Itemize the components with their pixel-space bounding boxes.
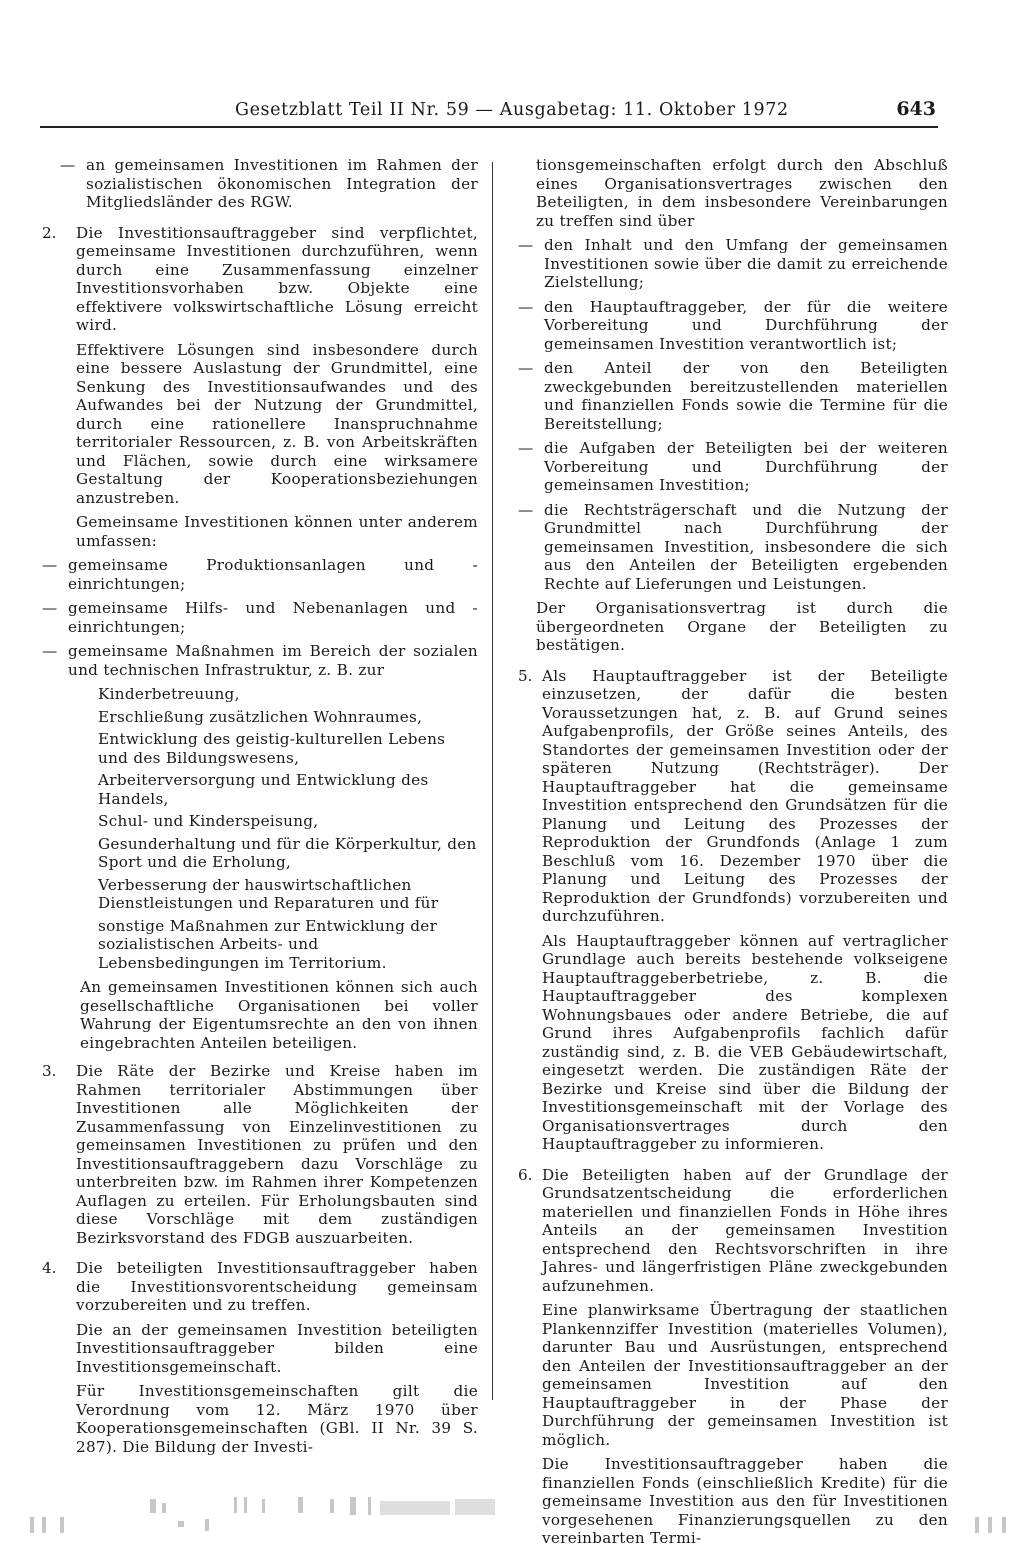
section-number: 2. xyxy=(42,223,57,242)
paragraph: Effektivere Lösungen sind insbesondere durch eine bessere Auslastung der Grundmittel, eine Senkung des Investitionsaufwandes und des Aufwandes bei der Nutzung der Grundmittel, durch eine rationellere Inanspruchnahme territorialer Ressourcen, z. B. von Arbeitskräften und Flächen, sowie durch eine wirksamere Gestaltung der Kooperationsbeziehungen anzustreben. xyxy=(76,340,478,507)
list-item-text: die Rechtsträgerschaft und die Nutzung der Grundmittel nach Durchführung der gemeinsamen Investition, insbesondere die sich aus den Anteilen der Beteiligten ergebenden Rechte auf Lieferungen und Leistungen. xyxy=(544,500,948,593)
dash-icon: — xyxy=(42,599,58,617)
dash-icon: — xyxy=(518,439,534,457)
list-item xyxy=(518,439,948,495)
section-number: 6. xyxy=(518,1165,533,1184)
paragraph: Für Investitionsgemeinschaften gilt die Verordnung vom 12. März 1970 über Kooperationsgemeinschaften (GBl. II Nr. 39 S. 287). Die Bildung der Investi- xyxy=(76,1382,478,1456)
column-divider xyxy=(492,162,493,1400)
dash-icon: — xyxy=(518,500,534,519)
agreement-list xyxy=(518,236,948,593)
paragraph: Der Organisationsvertrag ist durch die übergeordneten Organe der Beteiligten zu bestätigen. xyxy=(536,599,948,654)
paragraph: Die beteiligten Investitionsauftraggeber haben die Investitionsvorentscheidung gemeinsam vorzubereiten und zu treffen. xyxy=(76,1259,478,1314)
header-title: Gesetzblatt Teil II Nr. 59 — Ausgabetag: 11. Oktober 1972 xyxy=(235,100,789,120)
dash-icon: — xyxy=(518,236,534,254)
list-item-text: die Aufgaben der Beteiligten bei der weiteren Vorbereitung und Durchführung der gemeinsamen Investition; xyxy=(544,439,948,494)
dash-icon: — xyxy=(518,297,534,316)
example-item: Arbeiterversorgung und Entwicklung des Handels, xyxy=(98,771,429,808)
paragraph: Die an der gemeinsamen Investition beteiligten Investitionsauftraggeber bilden eine Investitionsgemeinschaft. xyxy=(76,1320,478,1376)
example-item: sonstige Maßnahmen zur Entwicklung der sozialistischen Arbeits- und Lebensbedingungen im Territorium. xyxy=(98,916,438,972)
list-item-text: gemeinsame Maßnahmen im Bereich der sozialen und technischen Infrastruktur, z. B. zur xyxy=(68,642,478,679)
right-column xyxy=(518,156,948,1554)
list-item xyxy=(518,236,948,292)
list-item xyxy=(518,501,948,594)
section-5 xyxy=(518,667,948,1154)
example-item: Kinderbetreuung, xyxy=(98,685,240,703)
dash-icon: — xyxy=(42,642,58,660)
dash-icon: — xyxy=(60,156,76,174)
list-item-text: an gemeinsamen Investitionen im Rahmen der sozialistischen ökonomischen Integration der Mitgliedsländer des RGW. xyxy=(86,156,478,211)
list-item-text: gemeinsame Hilfs- und Nebenanlagen und -einrichtungen; xyxy=(68,599,478,636)
list-item xyxy=(42,599,478,636)
scan-bleedthrough xyxy=(0,1489,1024,1539)
example-list xyxy=(98,685,478,972)
list-item xyxy=(518,298,948,354)
example-item: Entwicklung des geistig-kulturellen Lebens und des Bildungswesens, xyxy=(98,730,446,767)
paragraph: Eine planwirksame Übertragung der staatlichen Plankennziffer Investition (materielles Volumen), darunter Bau und Ausrüstungen, entsprechend den Anteilen der Investitionsauftraggeber an der gemeinsamen Investition auf den Hauptauftraggeber in der Phase der Durchführung der gemeinsamen Investition ist möglich. xyxy=(542,1301,948,1449)
list-item xyxy=(42,556,478,593)
list-item-text: den Inhalt und den Umfang der gemeinsamen Investitionen sowie über die damit zu erreichende Zielstellung; xyxy=(544,236,948,291)
example-item: Erschließung zusätzlichen Wohnraumes, xyxy=(98,707,423,726)
example-item: Schul- und Kinderspeisung, xyxy=(98,812,319,830)
list-item xyxy=(42,642,478,679)
paragraph: Gemeinsame Investitionen können unter anderem umfassen: xyxy=(76,513,478,550)
example-item: Gesunderhaltung und für die Körperkultur, den Sport und die Erholung, xyxy=(98,834,477,871)
left-column xyxy=(42,156,478,1462)
paragraph: Die Räte der Bezirke und Kreise haben im Rahmen territorialer Abstimmungen über Investitionen alle Möglichkeiten der Zusammenfassung von Einzelinvestitionen zu gemeinsamen Investitionen zu prüfen und den Investitionsauftraggebern dazu Vorschläge zu unterbreiten bzw. im Rahmen ihrer Kompetenzen Auflagen zu erteilen. Für Erholungsbauten sind diese Vorschläge mit dem zuständigen Bezirksvorstand des FDGB auszuarbeiten. xyxy=(76,1062,478,1247)
list-item-text: gemeinsame Produktionsanlagen und -einrichtungen; xyxy=(68,556,478,593)
page-number: 643 xyxy=(896,98,936,120)
paragraph: An gemeinsamen Investitionen können sich auch gesellschaftliche Organisationen bei voller Wahrung der Eigentumsrechte an den von ihnen eingebrachten Anteilen beteiligen. xyxy=(80,978,478,1052)
paragraph: tionsgemeinschaften erfolgt durch den Abschluß eines Organisationsvertrages zwischen den Beteiligten, in dem insbesondere Vereinbarungen zu treffen sind über xyxy=(536,156,948,230)
paragraph: Die Investitionsauftraggeber haben die finanziellen Fonds (einschließlich Kredite) für die gemeinsame Investition aus den für Investitionen vorgesehenen Finanzierungsquellen zu den vereinbarten Termi- xyxy=(542,1455,948,1547)
section-4 xyxy=(42,1259,478,1456)
dash-icon: — xyxy=(42,556,58,574)
dash-icon: — xyxy=(518,359,534,377)
list-item-text: den Anteil der von den Beteiligten zweckgebunden bereitzustellenden materiellen und finanziellen Fonds sowie die Termine für die Bereitstellung; xyxy=(544,359,948,433)
paragraph: Die Beteiligten haben auf der Grundlage der Grundsatzentscheidung die erforderlichen materiellen und finanziellen Fonds in Höhe ihres Anteils an der gemeinsamen Investition entsprechend den Rechtsvorschriften in ihre Jahres- und längerfristigen Pläne zweckgebunden aufzunehmen. xyxy=(542,1165,948,1295)
section-number: 4. xyxy=(42,1259,57,1277)
paragraph: Die Investitionsauftraggeber sind verpflichtet, gemeinsame Investitionen durchzuführen, wenn durch eine Zusammenfassung einzelner Investitionsvorhaben bzw. Objekte eine effektivere volkswirtschaftliche Lösung erreicht wird. xyxy=(76,223,478,334)
section-number: 3. xyxy=(42,1062,57,1080)
section-3 xyxy=(42,1062,478,1247)
list-item xyxy=(60,156,478,212)
list-item-text: den Hauptauftraggeber, der für die weitere Vorbereitung und Durchführung der gemeinsamen Investition verantwortlich ist; xyxy=(544,297,948,353)
page-header xyxy=(40,98,938,128)
list-item xyxy=(518,359,948,433)
paragraph: Als Hauptauftraggeber ist der Beteiligte einzusetzen, der dafür die besten Voraussetzungen hat, z. B. auf Grund seines Aufgabenprofils, der Größe seines Anteils, des Standortes der gemeinsamen Investition oder der späteren Nutzung (Rechtsträger). Der Hauptauftraggeber hat die gemeinsame Investition entsprechend den Grundsätzen für die Planung und Leitung des Prozesses der Reproduktion der Grundfonds (Anlage 1 zum Beschluß vom 16. Dezember 1970 über die Planung und Leitung des Prozesses der Reproduktion der Grundfonds) vorzubereiten und durchzuführen. xyxy=(542,666,948,925)
paragraph: Als Hauptauftraggeber können auf vertraglicher Grundlage auch bereits bestehende volkseigene Hauptauftraggeberbetriebe, z. B. die Hauptauftraggeber des komplexen Wohnungsbaues oder andere Betriebe, die auf Grund ihres Aufgabenprofils fachlich dafür zuständig sind, z. B. die VEB Gebäudewirtschaft, eingesetzt werden. Die zuständigen Räte der Bezirke und Kreise sind über die Bildung der Investitionsgemeinschaft mit der Vorlage des Organisationsvertrages durch den Hauptauftraggeber zu informieren. xyxy=(542,931,948,1153)
example-item: Verbesserung der hauswirtschaftlichen Dienstleistungen und Reparaturen und für xyxy=(98,875,439,912)
section-number: 5. xyxy=(518,666,533,685)
section-2 xyxy=(42,224,478,551)
